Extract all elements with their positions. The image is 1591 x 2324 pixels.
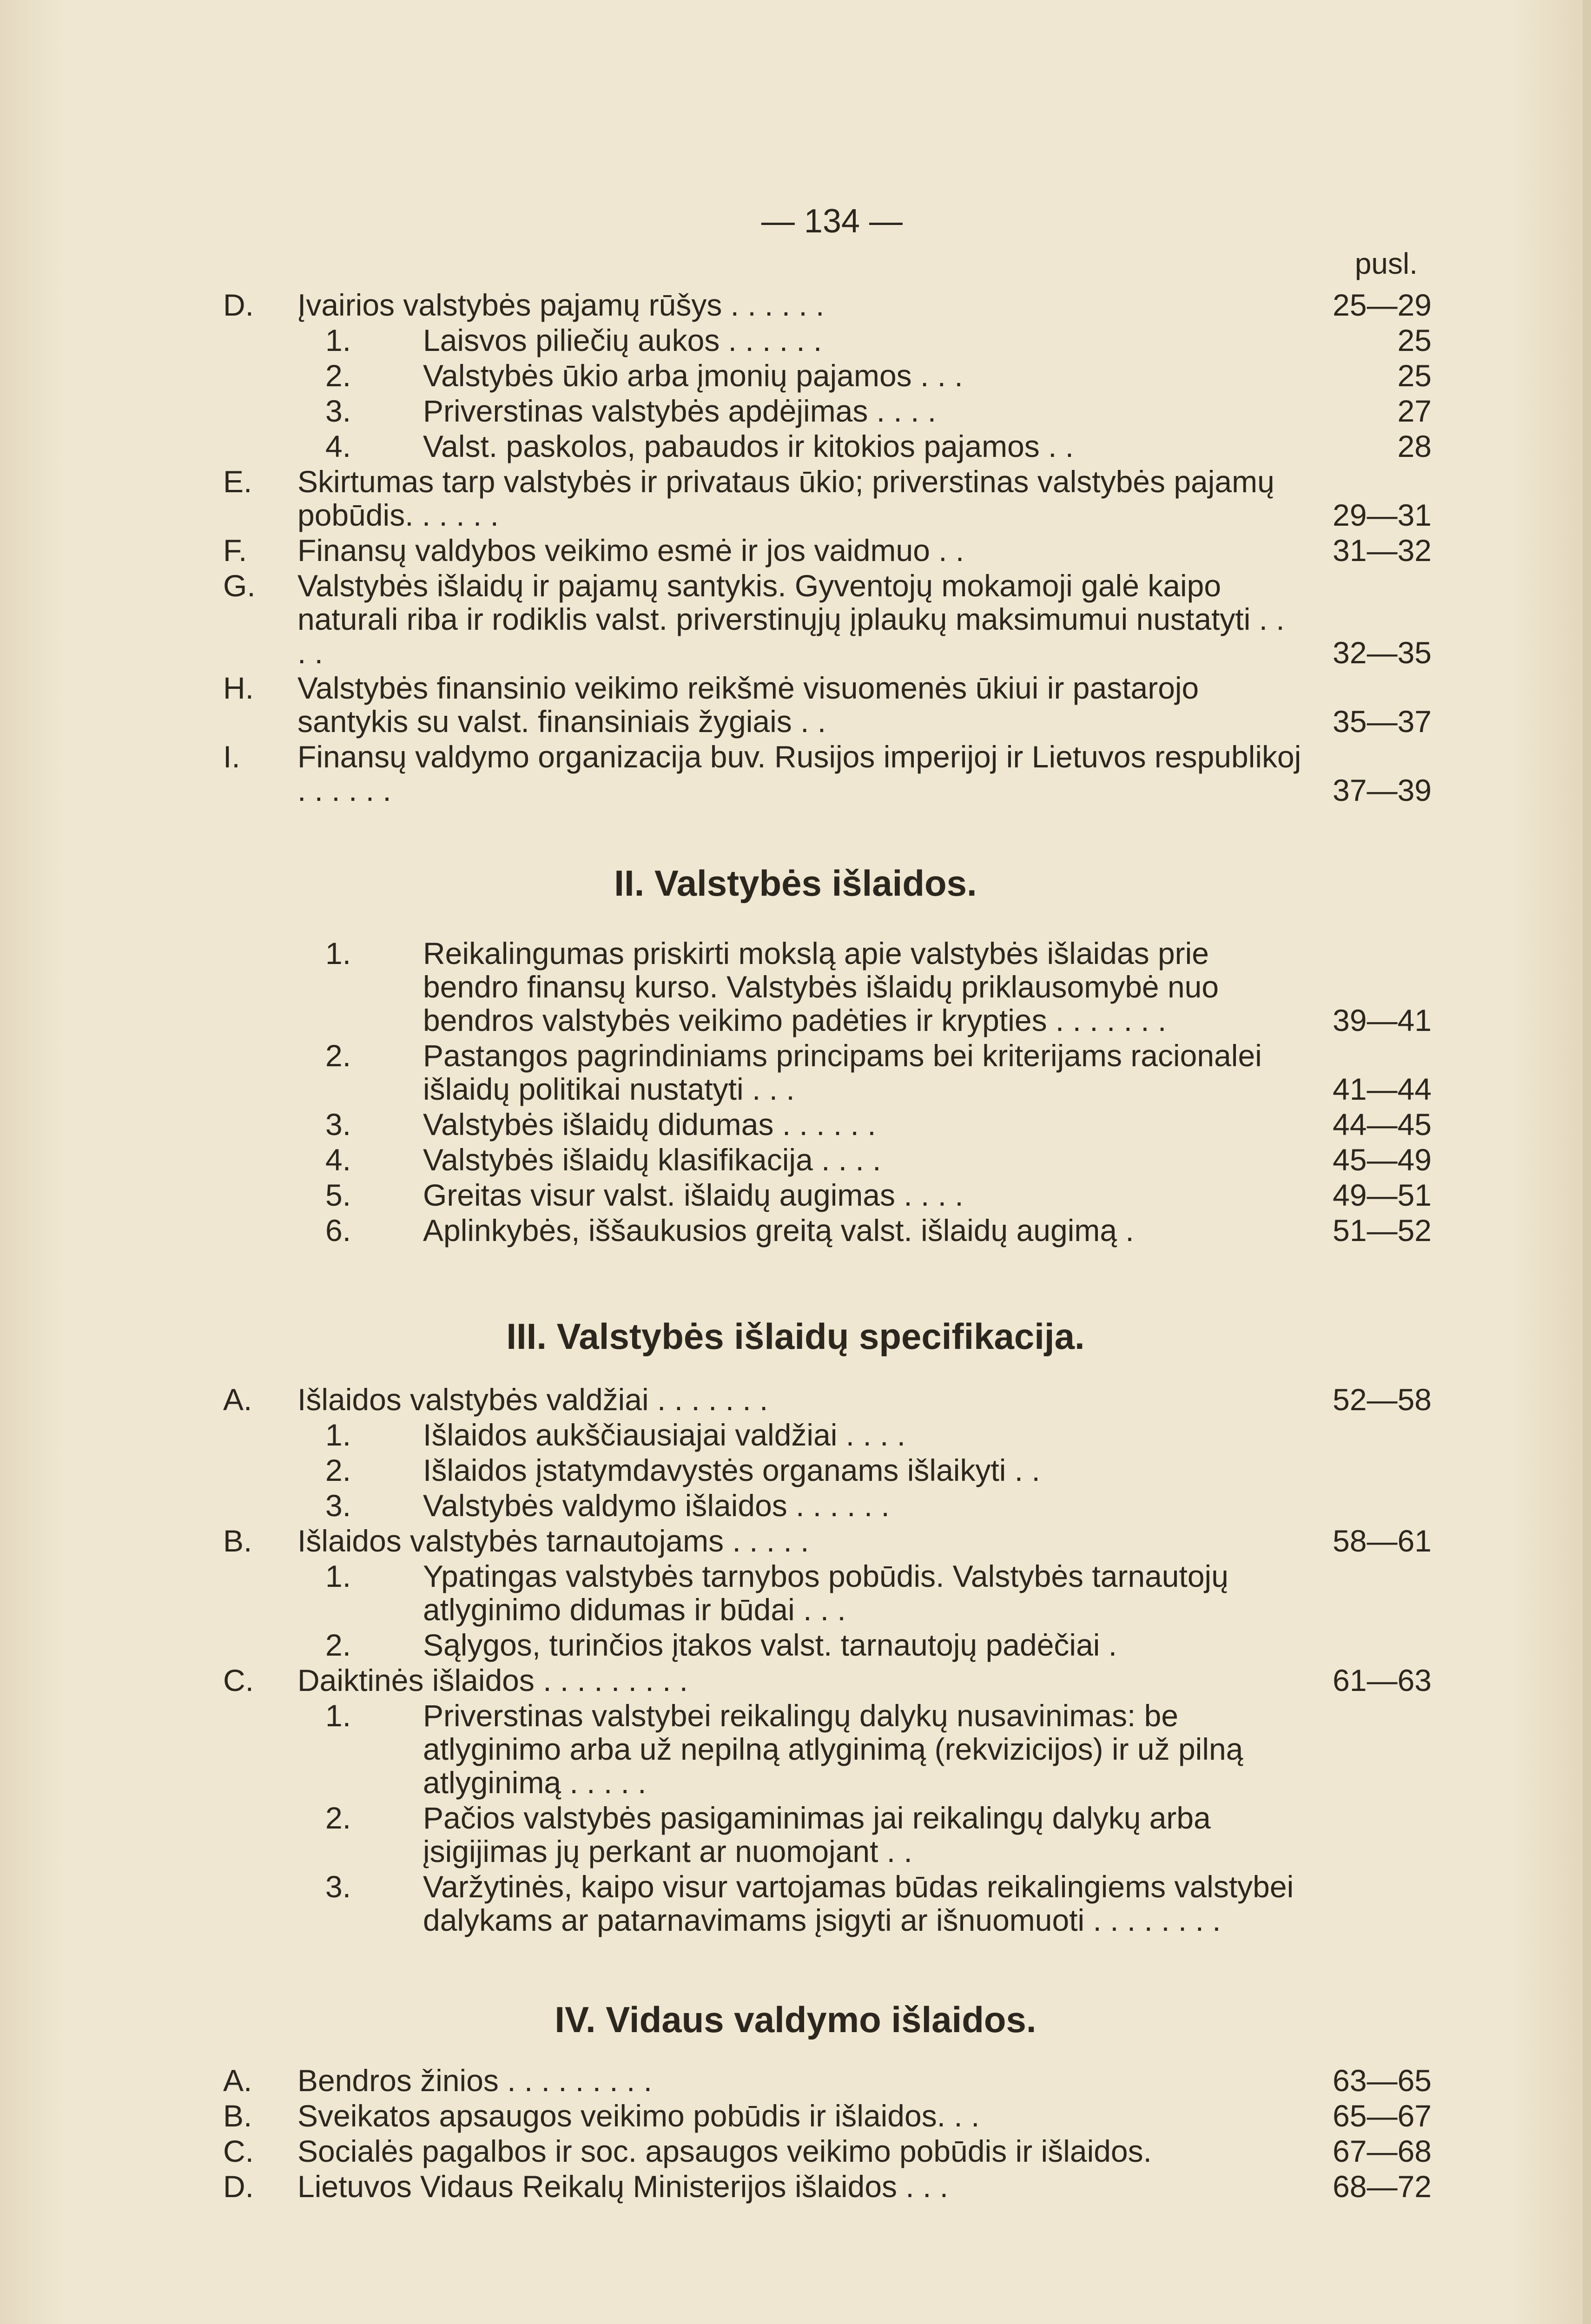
entry-title: Valstybės išlaidų ir pajamų santykis. Gyventojų mokamoji galė kaipo naturali riba ir rodiklis valst. priverstinųjų įplaukų maksimumui nustatyti . . . . [297,568,1285,670]
entry-number: 4. [325,429,351,463]
entry-pages: 31—32 [1333,533,1432,568]
entry-title: Valstybės išlaidų klasifikacija . . . . [423,1142,881,1177]
entry-pages: 41—44 [1333,1072,1432,1106]
entry-title: Bendros žinios . . . . . . . . . [297,2063,652,2098]
entry-letter: D. [223,288,254,322]
entry-pages: 25 [1397,323,1432,357]
entry-title: Priverstinas valstybei reikalingų dalykų nusavinimas: be atlyginimo arba už nepilną atlyginimą (rekvizicijos) ir už pilną atlyginimą . . . . . [423,1698,1243,1800]
entry-pages: 25—29 [1333,288,1432,322]
toc-entry [223,1870,1432,1937]
toc-entry [223,534,1432,567]
entry-number: 1. [325,936,351,971]
entry-number: 2. [325,1038,351,1073]
entry-number: 1. [325,1559,351,1593]
toc-entry [223,569,1432,669]
toc-entry [223,1214,1432,1247]
page-edge [1583,0,1591,2324]
entry-pages: 65—67 [1333,2099,1432,2133]
entry-letter: A. [223,2063,252,2098]
entry-letter: G. [223,568,256,603]
entry-number: 1. [325,1418,351,1452]
entry-pages: 27 [1397,394,1432,428]
entry-title: Valstybės ūkio arba įmonių pajamos . . . [423,358,963,393]
pages-column-label: pusl. [1354,247,1418,280]
entry-title: Įvairios valstybės pajamų rūšys . . . . . . [297,288,825,322]
toc-entry [223,1108,1432,1141]
entry-pages: 25 [1397,358,1432,393]
toc-entry [223,429,1432,463]
toc-entry [223,1664,1432,1697]
entry-title: Valstybės išlaidų didumas . . . . . . [423,1107,876,1142]
entry-title: Pastangos pagrindiniams principams bei kriterijams racionalei išlaidų politikai nustatyti . . . [423,1038,1262,1106]
entry-title: Išlaidos valstybės valdžiai . . . . . . . [297,1382,768,1417]
entry-number: 4. [325,1142,351,1177]
entry-letter: E. [223,464,252,499]
entry-pages: 44—45 [1333,1107,1432,1142]
entry-number: 3. [325,1869,351,1904]
section-heading-2: II. Valstybės išlaidos. [614,863,977,904]
toc-entry [223,2099,1432,2133]
entry-letter: C. [223,2134,254,2168]
entry-number: 2. [325,1628,351,1662]
entry-title: Finansų valdybos veikimo esmė ir jos vaidmuo . . [297,533,964,568]
entry-letter: I. [223,739,240,774]
entry-letter: F. [223,533,247,568]
entry-pages: 58—61 [1333,1524,1432,1558]
entry-number: 2. [325,1453,351,1487]
toc-entry [223,2064,1432,2097]
entry-letter: B. [223,1524,252,1558]
entry-pages: 37—39 [1333,773,1432,807]
entry-pages: 63—65 [1333,2063,1432,2098]
entry-title: Greitas visur valst. išlaidų augimas . . . . [423,1178,964,1212]
toc-entry [223,1453,1432,1487]
entry-title: Išlaidos įstatymdavystės organams išlaikyti . . [423,1453,1040,1487]
toc-entry [223,1524,1432,1558]
entry-pages: 39—41 [1333,1003,1432,1037]
toc-entry [223,1489,1432,1522]
toc-entry [223,1143,1432,1176]
entry-number: 3. [325,1488,351,1523]
entry-pages: 52—58 [1333,1382,1432,1417]
entry-title: Išlaidos aukščiausiajai valdžiai . . . . [423,1418,906,1452]
toc-entry [223,1383,1432,1416]
entry-pages: 51—52 [1333,1213,1432,1248]
entry-title: Ypatingas valstybės tarnybos pobūdis. Valstybės tarnautojų atlyginimo didumas ir būdai . . . [423,1559,1228,1627]
entry-pages: 67—68 [1333,2134,1432,2168]
entry-title: Lietuvos Vidaus Reikalų Ministerijos išlaidos . . . [297,2169,949,2204]
toc-entry [223,2170,1432,2203]
toc-entry [223,1039,1432,1106]
toc-entry [223,1699,1432,1799]
entry-letter: D. [223,2169,254,2204]
toc-entry [223,1559,1432,1626]
toc-entry [223,324,1432,357]
entry-number: 3. [325,394,351,428]
entry-title: Socialės pagalbos ir soc. apsaugos veikimo pobūdis ir išlaidos. [297,2134,1152,2168]
entry-number: 1. [325,323,351,357]
entry-title: Sąlygos, turinčios įtakos valst. tarnautojų padėčiai . [423,1628,1117,1662]
entry-pages: 45—49 [1333,1142,1432,1177]
entry-number: 2. [325,1801,351,1835]
entry-title: Aplinkybės, iššaukusios greitą valst. išlaidų augimą . [423,1213,1134,1248]
toc-entry [223,359,1432,392]
entry-title: Sveikatos apsaugos veikimo pobūdis ir išlaidos. . . [297,2099,980,2133]
entry-pages: 49—51 [1333,1178,1432,1212]
entry-number: 5. [325,1178,351,1212]
entry-number: 1. [325,1698,351,1733]
entry-letter: H. [223,671,254,705]
entry-letter: C. [223,1663,254,1697]
toc-entry [223,465,1432,532]
entry-title: Valst. paskolos, pabaudos ir kitokios pajamos . . [423,429,1074,463]
entry-pages: 61—63 [1333,1663,1432,1697]
toc-entry [223,2134,1432,2168]
section-heading-3: III. Valstybės išlaidų specifikacija. [506,1316,1085,1357]
toc-entry [223,288,1432,322]
entry-pages: 28 [1397,429,1432,463]
toc-entry [223,671,1432,738]
toc-entry [223,1801,1432,1868]
section-heading-4: IV. Vidaus valdymo išlaidos. [555,1999,1036,2040]
entry-letter: B. [223,2099,252,2133]
toc-entry [223,394,1432,428]
entry-title: Pačios valstybės pasigaminimas jai reikalingų dalykų arba įsigijimas jų perkant ar nuomojant . . [423,1801,1211,1868]
entry-number: 2. [325,358,351,393]
entry-title: Daiktinės išlaidos . . . . . . . . . [297,1663,688,1697]
toc-section-4 [223,2064,1432,2203]
page-number: — 134 — [761,203,903,240]
entry-title: Išlaidos valstybės tarnautojams . . . . . [297,1524,809,1558]
entry-title: Valstybės valdymo išlaidos . . . . . . [423,1488,890,1523]
entry-number: 6. [325,1213,351,1248]
toc-entry [223,1418,1432,1452]
toc-section-1 [223,288,1432,807]
toc-entry [223,1628,1432,1662]
toc-section-2 [223,937,1432,1247]
entry-title: Skirtumas tarp valstybės ir privataus ūkio; priverstinas valstybės pajamų pobūdis. . . . . . [297,464,1274,532]
toc-entry [223,1178,1432,1212]
toc-entry [223,740,1432,807]
entry-title: Varžytinės, kaipo visur vartojamas būdas reikalingiems valstybei dalykams ar patarnavimams įsigyti ar išnuomuoti . . . . . . . . [423,1869,1294,1937]
entry-pages: 29—31 [1333,498,1432,532]
entry-title: Priverstinas valstybės apdėjimas . . . . [423,394,937,428]
entry-title: Laisvos piliečių aukos . . . . . . [423,323,822,357]
entry-pages: 68—72 [1333,2169,1432,2204]
entry-letter: A. [223,1382,252,1417]
toc-entry [223,937,1432,1037]
entry-title: Reikalingumas priskirti mokslą apie valstybės išlaidas prie bendro finansų kurso. Valstybės išlaidų priklausomybė nuo bendros valstybės veikimo padėties ir krypties . . . . . . . [423,936,1219,1037]
entry-title: Finansų valdymo organizacija buv. Rusijos imperijoj ir Lietuvos respublikoj . . . . . . [297,739,1301,807]
entry-pages: 32—35 [1333,635,1432,670]
entry-pages: 35—37 [1333,704,1432,739]
toc-section-3 [223,1383,1432,1937]
entry-number: 3. [325,1107,351,1142]
entry-title: Valstybės finansinio veikimo reikšmė visuomenės ūkiui ir pastarojo santykis su valst. finansiniais žygiais . . [297,671,1199,739]
